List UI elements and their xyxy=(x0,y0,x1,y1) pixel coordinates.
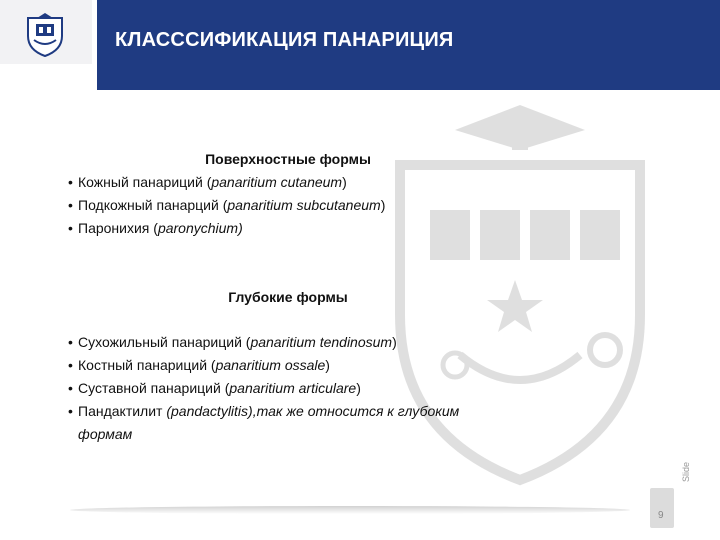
deep-heading: Глубокие формы xyxy=(228,289,348,305)
classification-content xyxy=(68,148,508,446)
list-item: • Кожный панариций (panaritium cutaneum) xyxy=(68,171,508,194)
logo-box xyxy=(0,0,92,64)
spacer xyxy=(68,309,508,331)
slide-number: 9 xyxy=(658,510,664,521)
list-item: • Подкожный панарций (panaritium subcutaneum) xyxy=(68,194,508,217)
slide-number-box xyxy=(650,488,674,528)
list-item: • Суставной панариций (panaritium articulare) xyxy=(68,377,508,400)
list-item: • Пандактилит (pandactylitis),так же относится к глубоким формам xyxy=(68,400,508,446)
slide-label: Slide xyxy=(681,461,691,482)
list-item: • Паронихия (paronychium) xyxy=(68,217,508,240)
spacer xyxy=(68,240,508,286)
list-item: • Сухожильный панариций (panaritium tendinosum) xyxy=(68,331,508,354)
bottom-shadow-divider xyxy=(70,506,630,514)
superficial-heading: Поверхностные формы xyxy=(205,151,371,167)
page-title: КЛАСССИФИКАЦИЯ ПАНАРИЦИЯ xyxy=(115,29,454,51)
university-crest-icon xyxy=(22,12,68,58)
list-item: • Костный панариций (panaritium ossale) xyxy=(68,354,508,377)
